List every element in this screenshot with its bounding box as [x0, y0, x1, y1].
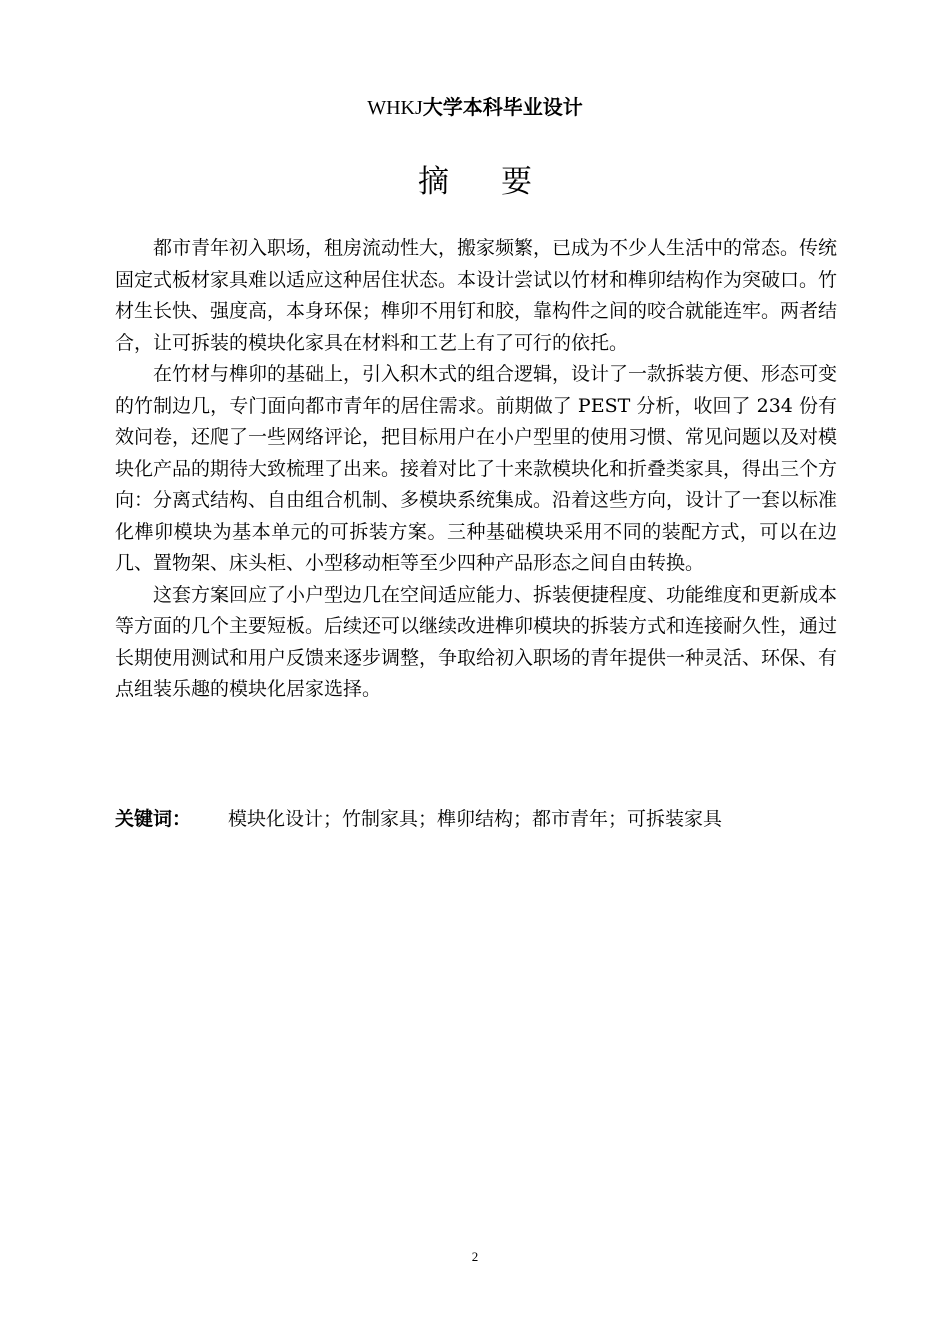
- header-document-type: 大学本科毕业设计: [422, 95, 583, 119]
- abstract-body: [115, 233, 837, 706]
- page-number: 2: [471, 1249, 479, 1264]
- keywords-line: [115, 804, 837, 834]
- page-header: [0, 92, 950, 123]
- abstract-paragraph-1: 都市青年初入职场，租房流动性大，搬家频繁，已成为不少人生活中的常态。传统固定式板材家具难以适应这种居住状态。本设计尝试以竹材和榫卯结构作为突破口。竹材生长快、强度高，本身环保；榫卯不用钉和胶，靠构件之间的咬合就能连牢。两者结合，让可拆装的模块化家具在材料和工艺上有了可行的依托。: [115, 237, 838, 354]
- header-institution-code: WHKJ: [367, 97, 423, 119]
- keywords-label: 关键词：: [115, 808, 192, 830]
- abstract-paragraph-2: 在竹材与榫卯的基础上，引入积木式的组合逻辑，设计了一款拆装方便、形态可变的竹制边几，专门面向都市青年的居住需求。前期做了 PEST 分析，收回了 234 份有效问卷，还爬了一些网络评论，把目标用户在小户型里的使用习惯、常见问题以及对模块化产品的期待大致梳理了出来。接着对比了十来款模块化和折叠类家具，得出三个方向：分离式结构、自由组合机制、多模块系统集成。沿着这些方向，设计了一套以标准化榫卯模块为基本单元的可拆装方案。三种基础模块采用不同的装配方式，可以在边几、置物架、床头柜、小型移动柜等至少四种产品形态之间自由转换。: [115, 363, 838, 574]
- abstract-paragraph-3: 这套方案回应了小户型边几在空间适应能力、拆装便捷程度、功能维度和更新成本等方面的几个主要短板。后续还可以继续改进榫卯模块的拆装方式和连接耐久性，通过长期使用测试和用户反馈来逐步调整，争取给初入职场的青年提供一种灵活、环保、有点组装乐趣的模块化居家选择。: [115, 583, 838, 700]
- abstract-title: 摘要: [418, 164, 584, 200]
- keywords-value: 模块化设计；竹制家具；榫卯结构；都市青年；可拆装家具: [228, 808, 723, 830]
